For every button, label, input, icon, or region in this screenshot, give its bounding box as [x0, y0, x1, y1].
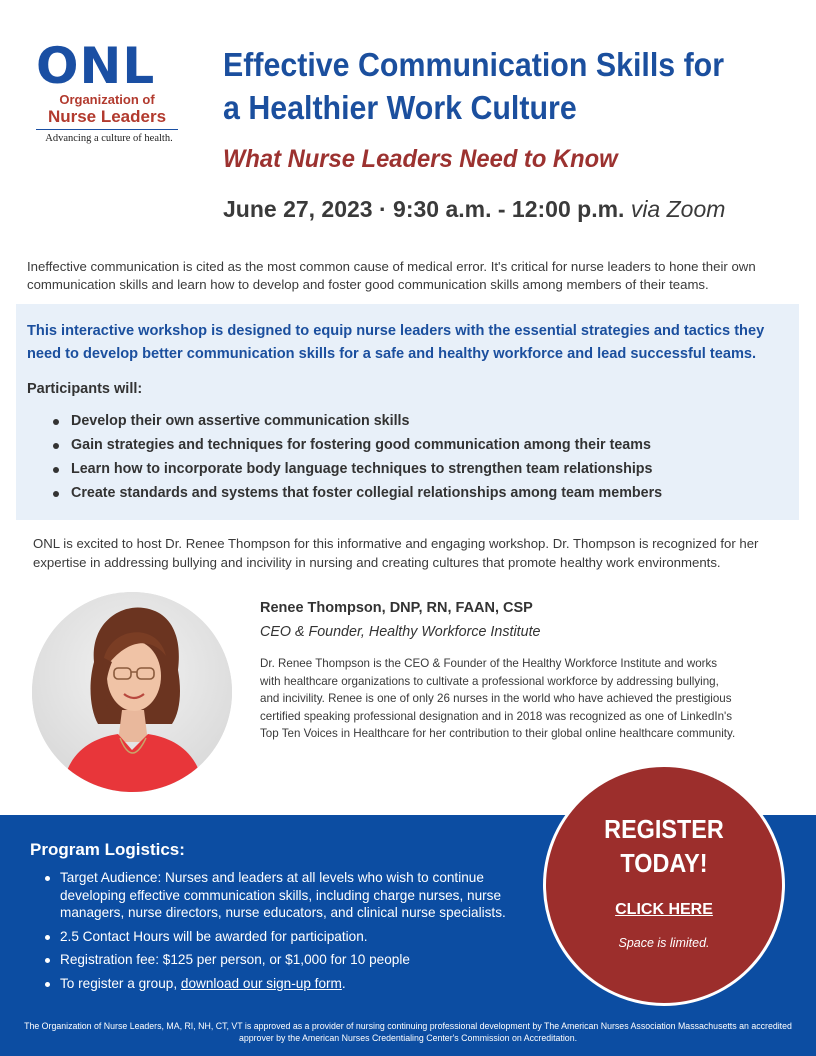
logistics-hours: 2.5 Contact Hours will be awarded for participation.: [44, 928, 544, 946]
logistics-list: [44, 869, 544, 999]
click-here-link[interactable]: CLICK HERE: [615, 901, 713, 918]
event-title: Effective Communication Skills for a Healthier Work Culture: [223, 46, 725, 126]
speaker-title: CEO & Founder, Healthy Workforce Institute: [260, 624, 541, 640]
logo-divider: [36, 129, 178, 130]
host-paragraph: ONL is excited to host Dr. Renee Thompson for this informative and engaging workshop. Dr. Thompson is recognized for her expertise in addressing bullying and incivility in nursing and creating cultures that promote healthy work environments.: [33, 536, 759, 570]
event-date: June 27, 2023 · 9:30 a.m. - 12:00 p.m.: [223, 196, 625, 222]
logistics-group: [44, 975, 544, 993]
register-badge[interactable]: [543, 764, 785, 1006]
participants-heading: Participants will:: [27, 381, 143, 397]
logistics-fee: Registration fee: $125 per person, or $1,000 for 10 people: [44, 951, 544, 969]
outcome-item: Create standards and systems that foster collegial relationships among team members: [53, 481, 793, 505]
outcomes-list: [53, 409, 793, 505]
group-prefix: To register a group,: [60, 975, 181, 991]
group-suffix: .: [341, 975, 346, 991]
event-date-line: [223, 196, 725, 223]
speaker-photo: [32, 592, 232, 792]
speaker-name: Renee Thompson, DNP, RN, FAAN, CSP: [260, 600, 533, 616]
event-subtitle: What Nurse Leaders Need to Know: [223, 145, 618, 173]
register-line2: TODAY!: [620, 848, 708, 878]
workshop-lead: This interactive workshop is designed to equip nurse leaders with the essential strategies and tactics they need to develop better communication skills for a safe and healthy workforce and lead successful teams.: [27, 323, 765, 362]
space-limited-note: Space is limited.: [618, 936, 710, 950]
event-venue: via Zoom: [630, 196, 726, 222]
onl-logo: [36, 37, 182, 144]
logo-org-line2: Nurse Leaders: [47, 107, 167, 126]
signup-form-link[interactable]: download our sign-up form: [180, 975, 342, 991]
logistics-heading: Program Logistics:: [30, 840, 185, 859]
intro-paragraph: Ineffective communication is cited as the most common cause of medical error. It's critical for nurse leaders to hone their own communication skills and learn how to develop and foster good communication skills among members of their teams.: [27, 259, 756, 292]
logo-tagline: Advancing a culture of health.: [45, 133, 173, 144]
accreditation-statement: The Organization of Nurse Leaders, MA, RI, NH, CT, VT is approved as a provider of nursing continuing professional development by The American Nurses Association Massachusetts an accredited approver by the American Nurses Credentialing Center's Commission on Accreditation.: [24, 1021, 792, 1043]
logo-org-line1: Organization of: [59, 92, 155, 107]
outcome-item: Learn how to incorporate body language techniques to strengthen team relationships: [53, 457, 793, 481]
outcome-item: Develop their own assertive communication skills: [53, 409, 793, 433]
speaker-bio: Dr. Renee Thompson is the CEO & Founder of the Healthy Workforce Institute and works with healthcare organizations to cultivate a professional workforce by addressing bullying, and incivility. Renee is one of only 26 nurses in the world who have achieved the prestigious certified speaking professional designation and in 2018 was recognized as one of LinkedIn's Top Ten Voices in Healthcare for her contribution to their global online healthcare community.: [260, 657, 736, 741]
logistics-audience: Target Audience: Nurses and leaders at all levels who wish to continue developing effective communication skills, including charge nurses, nurse managers, nurse directors, nurse educators, and clinical nurse specialists.: [44, 869, 544, 922]
outcome-item: Gain strategies and techniques for fostering good communication among their teams: [53, 433, 793, 457]
register-line1: REGISTER: [604, 814, 724, 844]
speaker-portrait-image: [32, 592, 232, 792]
logo-mark: ONL: [36, 37, 156, 95]
